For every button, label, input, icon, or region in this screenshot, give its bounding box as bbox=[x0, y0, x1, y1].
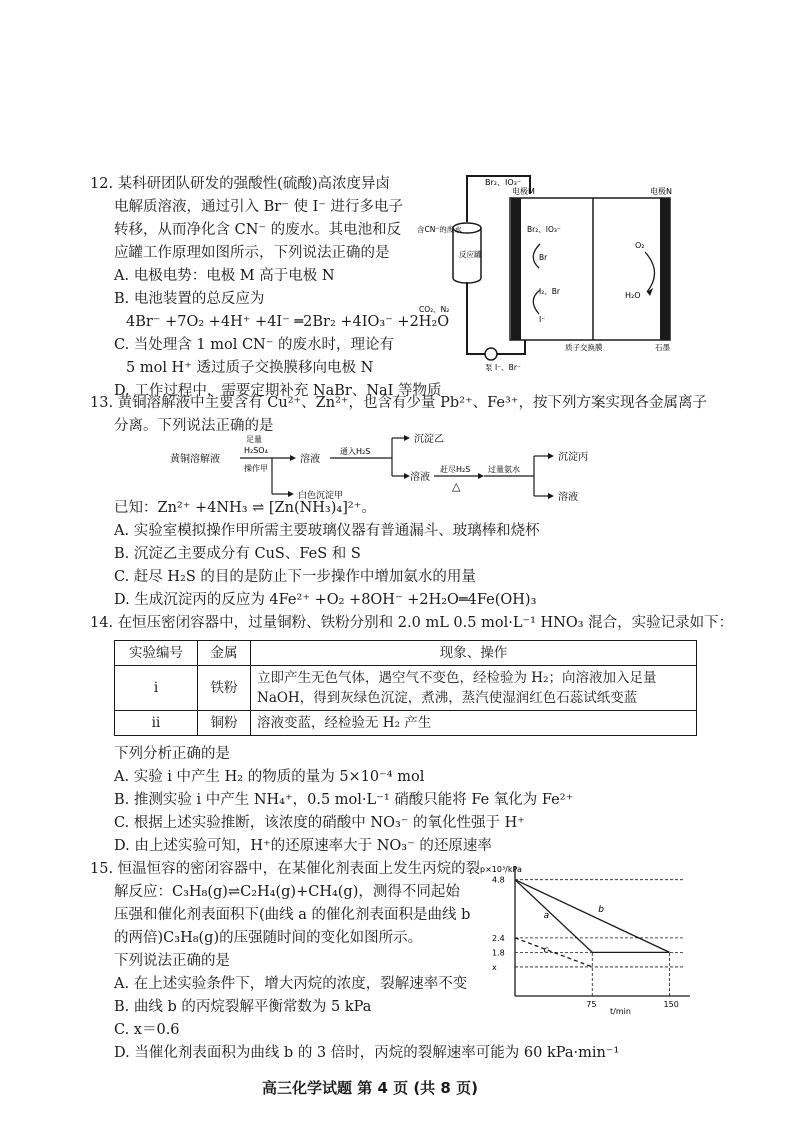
y-tick-label: 2.4 bbox=[492, 933, 505, 943]
flow-nh3: 过量氨水 bbox=[488, 465, 520, 474]
diagram-top-label: Br₂、IO₃⁻ bbox=[485, 178, 522, 187]
q13-option-c: C. 赶尽 H₂S 的目的是防止下一步操作中增加氨水的用量 bbox=[114, 569, 476, 585]
x-tick-label: 75 bbox=[586, 1000, 597, 1009]
i2-label: I₂、Br bbox=[539, 287, 560, 296]
graphite-label: 石墨 bbox=[655, 343, 670, 352]
y-tick-label: 4.8 bbox=[492, 875, 505, 885]
table-header: 现象、操作 bbox=[251, 641, 697, 666]
series-label-a: a bbox=[543, 911, 550, 922]
flow-ppt-c: 沉淀丙 bbox=[558, 452, 588, 463]
flow-sol-3: 溶液 bbox=[558, 492, 578, 503]
flow-remove: 赶尽H₂S bbox=[440, 465, 471, 474]
q14-option-c: C. 根据上述实验推断，该浓度的硝酸中 NO₃⁻ 的氧化性强于 H⁺ bbox=[114, 815, 525, 831]
q15-option-d: D. 当催化剂表面积为曲线 b 的 3 倍时，丙烷的裂解速率可能为 60 kPa·min⁻¹ bbox=[114, 1045, 620, 1061]
table-row bbox=[115, 711, 697, 736]
q15-stem-2: 解反应：C₃H₈(g)⇌C₂H₄(g)+CH₄(g)，测得不同起始 bbox=[114, 884, 460, 900]
table-cell: ⅰ bbox=[115, 666, 198, 711]
x-axis-label: t/min bbox=[610, 1007, 631, 1016]
br2-label: Br₂、IO₃⁻ bbox=[527, 225, 561, 234]
table-cell-line: NaOH，得到灰绿色沉淀，煮沸，蒸汽使湿润红色石蕊试纸变蓝 bbox=[257, 690, 638, 706]
q13-option-d: D. 生成沉淀丙的反应为 4Fe²⁺ +O₂ +8OH⁻ +2H₂O═4Fe(OH)₃ bbox=[114, 592, 537, 608]
o2-label: O₂ bbox=[635, 241, 645, 250]
q14-stem: 14. 在恒压密闭容器中，过量铜粉、铁粉分别和 2.0 mL 0.5 mol·L⁻¹ HNO₃ 混合，实验记录如下： bbox=[90, 615, 734, 631]
q14-sub: 下列分析正确的是 bbox=[114, 746, 230, 762]
q12-stem-2: 电解质溶液，通过引入 Br⁻ 使 I⁻ 进行多电子 bbox=[114, 199, 404, 215]
flow-reagent-1: 足量 bbox=[246, 435, 262, 444]
membrane-label: 质子交换膜 bbox=[565, 343, 603, 352]
q15-option-a: A. 在上述实验条件下，增大丙烷的浓度，裂解速率不变 bbox=[114, 976, 468, 992]
q15-stem-3: 压强和催化剂表面积下(曲线 a 的催化剂表面积是曲线 b bbox=[114, 907, 471, 923]
q15-stem-4: 的两倍)C₃H₈(g)的压强随时间的变化如图所示。 bbox=[114, 930, 423, 946]
q15-option-c: C. x＝0.6 bbox=[114, 1022, 180, 1038]
flow-sol-1: 溶液 bbox=[300, 454, 320, 465]
q13-flowchart bbox=[170, 428, 620, 508]
table-cell bbox=[251, 666, 697, 711]
q12-stem-4: 应罐工作原理如图所示，下列说法正确的是 bbox=[114, 245, 390, 261]
pump-icon bbox=[485, 348, 497, 360]
q13-stem-2: 分离。下列说法正确的是 bbox=[114, 418, 274, 434]
q15-sub: 下列说法正确的是 bbox=[114, 953, 230, 969]
flow-ppt-b: 沉淀乙 bbox=[414, 434, 444, 445]
y-tick-label: 1.8 bbox=[492, 948, 505, 958]
q12-stem-3: 转移，从而净化含 CN⁻ 的废水。其电池和反 bbox=[114, 222, 402, 238]
table-header: 金属 bbox=[198, 641, 251, 666]
i-label: I⁻ bbox=[539, 315, 546, 324]
table-cell: 铜粉 bbox=[198, 711, 251, 736]
table-cell: 溶液变蓝，经检验无 H₂ 产生 bbox=[251, 711, 697, 736]
q14-table bbox=[114, 640, 697, 736]
flow-heat: △ bbox=[452, 480, 461, 493]
table-cell: 铁粉 bbox=[198, 666, 251, 711]
products-label: CO₂、N₂ bbox=[419, 305, 450, 314]
q12-option-a: A. 电极电势：电极 M 高于电极 N bbox=[114, 268, 335, 284]
q12-option-d: D. 工作过程中，需要定期补充 NaBr、NaI 等物质 bbox=[114, 383, 442, 399]
q13-option-a: A. 实验室模拟操作甲所需主要玻璃仪器有普通漏斗、玻璃棒和烧杯 bbox=[114, 523, 540, 539]
q12-option-c-cont: 5 mol H⁺ 透过质子交换膜移向电极 N bbox=[126, 360, 374, 376]
table-cell: ⅱ bbox=[115, 711, 198, 736]
y-tick-label: x bbox=[492, 962, 497, 972]
flow-reagent-2: H₂SO₄ bbox=[244, 446, 268, 455]
page-footer: 高三化学试题 第 4 页 (共 8 页) bbox=[262, 1079, 478, 1097]
flow-op: 操作甲 bbox=[244, 464, 268, 473]
q14-option-d: D. 由上述实验可知，H⁺的还原速率大于 NO₃⁻ 的还原速率 bbox=[114, 838, 492, 854]
series-label-b: b bbox=[598, 905, 604, 916]
q12-option-b-equation: 4Br⁻ +7O₂ +4H⁺ +4I⁻ ═2Br₂ +4IO₃⁻ +2H₂O bbox=[126, 314, 450, 330]
series-label-c: c bbox=[543, 945, 549, 956]
flow-ppt-a: 白色沉淀甲 bbox=[298, 491, 344, 501]
q12-stem-1: 12. 某科研团队研发的强酸性(硫酸)高浓度异卤 bbox=[90, 176, 390, 192]
flow-sol-2: 溶液 bbox=[410, 472, 430, 483]
flow-start: 黄铜溶解液 bbox=[170, 454, 220, 465]
q12-diagram bbox=[415, 172, 715, 382]
h2o-label: H₂O bbox=[625, 291, 641, 300]
table-header: 实验编号 bbox=[115, 641, 198, 666]
flow-h2s: 通入H₂S bbox=[340, 447, 371, 456]
series-line-b bbox=[515, 880, 670, 956]
electrode-n-label: 电极N bbox=[650, 187, 672, 196]
q13-stem-1: 13. 黄铜溶解液中主要含有 Cu²⁺、Zn²⁺，也含有少量 Pb²⁺、Fe³⁺，按下列方案实现各金属离子 bbox=[90, 395, 707, 411]
electrode-m-label: 电极M bbox=[512, 187, 535, 196]
q14-option-a: A. 实验 ⅰ 中产生 H₂ 的物质的量为 5×10⁻⁴ mol bbox=[114, 769, 425, 785]
table-cell-line: 立即产生无色气体，遇空气不变色，经检验为 H₂；向溶液加入足量 bbox=[257, 670, 657, 686]
x-tick-label: 150 bbox=[663, 1000, 679, 1009]
y-axis-label: p×10³/kPa bbox=[480, 865, 522, 874]
q14-option-b: B. 推测实验 ⅰ 中产生 NH₄⁺，0.5 mol·L⁻¹ 硝酸只能将 Fe 氧化为 Fe²⁺ bbox=[114, 792, 574, 808]
pump-label: 泵 bbox=[485, 363, 493, 372]
q15-stem-1: 15. 恒温恒容的密闭容器中，在某催化剂表面上发生丙烷的裂 bbox=[90, 861, 481, 877]
br-label: Br bbox=[539, 253, 548, 262]
q15-chart bbox=[470, 860, 700, 1020]
waste-label: 含CN⁻的废水 bbox=[417, 225, 462, 234]
q13-option-b: B. 沉淀乙主要成分有 CuS、FeS 和 S bbox=[114, 546, 361, 562]
table-header-row bbox=[115, 641, 697, 666]
q12-option-c: C. 当处理含 1 mol CN⁻ 的废水时，理论有 bbox=[114, 337, 395, 353]
bottom-ion-label: I⁻、Br⁻ bbox=[495, 363, 521, 372]
q15-option-b: B. 曲线 b 的丙烷裂解平衡常数为 5 kPa bbox=[114, 999, 372, 1015]
q12-option-b: B. 电池装置的总反应为 bbox=[114, 291, 265, 307]
table-row bbox=[115, 666, 697, 711]
tank-label: 反应罐 bbox=[459, 250, 482, 259]
q13-known: 已知：Zn²⁺ +4NH₃ ⇌ [Zn(NH₃)₄]²⁺。 bbox=[114, 500, 376, 516]
